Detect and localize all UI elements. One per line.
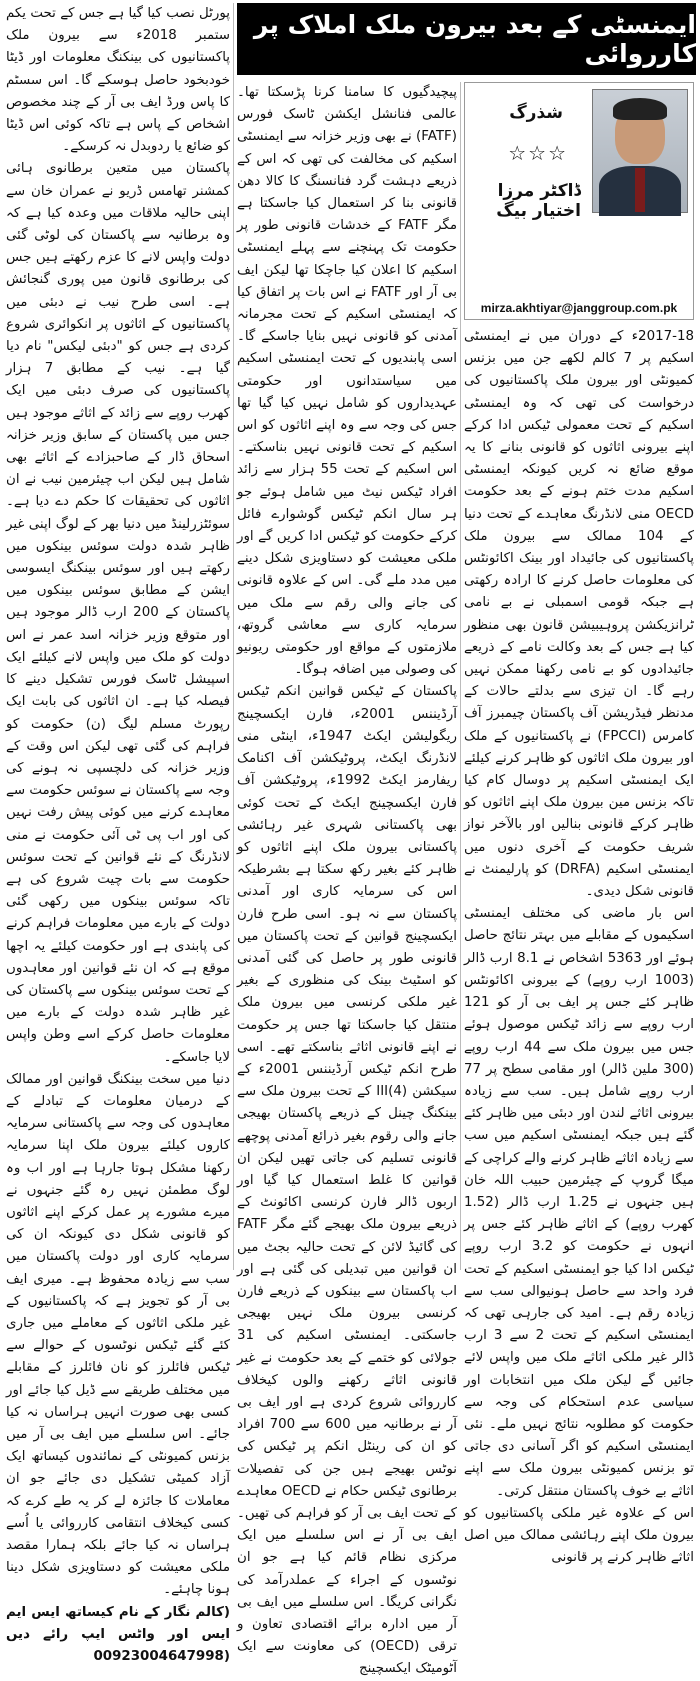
contact-text: (کالم نگار کے نام کیساتھ ایس ایم ایس اور واٹس ایپ رائے دیں: [6, 1604, 230, 1642]
paragraph: پاکستان کے ٹیکس قوانین انکم ٹیکس آرڈیننس 2001ء، فارن ایکسچینج ریگولیشن ایکٹ 1947ء، اینٹی منی لانڈرنگ ایکٹ، پروٹیکشن آف اکنامک ریفارمز ایکٹ 1992ء، پروٹیکشن آف فارن ایکسچینج ایکٹ کے تحت کوئی بھی پاکستانی شہری غیر رہائشی پاکستانی بیرون ملک اپنے اثاثوں کو ظاہر کئے بغیر رکھ سکتا ہے بشرطیکہ اس کی سرمایہ کاری اور آمدنی پاکستان سے نہ ہو۔ اسی طرح فارن ایکسچینج قوانین کے تحت پاکستان میں قانونی طور پر حاصل کی گئی آمدنی کو اسٹیٹ بینک کی منظوری کے بغیر غیر ملکی کرنسی میں بیرون ملک منتقل کیا جاسکتا تھا جس پر حکومت نے اپنے قانونی اثاثے بناسکتے تھے۔ اسی طرح انکم ٹیکس آرڈیننس 2001ء کے سیکشن III(4) کے تحت بیرون ملک سے بینکنگ چینل کے ذریعے پاکستان بھیجی جانے والی رقوم بغیر ذرائع آمدنی پوچھے قانونی تسلیم کی جاتی تھیں لیکن ان قوانین کا غلط استعمال کیا گیا اور اربوں ڈالر فارن کرنسی اکائونٹ کے ذریعے بیرون ملک بھیجے گئے مگر FATF کی گائیڈ لائن کے تحت حالیہ بجٹ میں ان قوانین میں تبدیلی کی گئی ہے اور اب پاکستان سے بینکوں کے ذریعے فارن کرنسی بیرون ملک نہیں بھیجی جاسکتی۔ ایمنسٹی اسکیم کی 31 جولائی کو ختمے کے بعد حکومت نے غیر قانونی اثاثے رکھنے والوں کیخلاف کارروائی شروع کردی ہے اور ایف بی آر نے برطانیہ میں 600 سے 700 افراد کو ان کی رینٹل انکم پر ٹیکس کی نوٹس بھیجے ہیں جن کی تفصیلات برطانوی ٹیکس حکام نے OECD معاہدے کے تحت ایف بی آر کو فراہم کی تھیں۔ ایف بی آر نے اس سلسلے میں ایک مرکزی نظام قائم کیا ہے جو ان نوٹسوں کے اجراء کے عملدرآمد کی نگرانی کریگا۔ اس سلسلے میں ایف بی آر میں ادارہ برائے اقتصادی تعاون و ترقی (OECD) کی معاونت سے ایک آٹومیٹک ایکسچینج: [237, 684, 457, 1677]
columnist-contact-note: [6, 1602, 230, 1669]
author-email: mirza.akhtiyar@janggroup.com.pk: [480, 301, 678, 315]
column-divider: [460, 82, 461, 1270]
article-column-middle: [237, 82, 458, 1677]
paragraph: اس بار ماضی کی مختلف ایمنسٹی اسکیموں کے مقابلے میں بہتر نتائج حاصل ہوئے اور 5363 اشخاص نے 8.1 ارب ڈالر (1003 ارب روپے) کے بیرونی اکائونٹس ظاہر کئے جس پر ایف بی آر کو 121 ارب روپے سے زائد ٹیکس موصول ہوئے جس میں بیرون ملک سے 44 ارب روپے (300 ملین ڈالر) اور مقامی سطح پر 77 ارب روپے شامل ہیں۔ سب سے زیادہ بیرونی اثاثے لندن اور دبئی میں ظاہر کئے گئے ہیں جبکہ ایمنسٹی اسکیم میں سب سے زیادہ اثاثے ظاہر کرنے والے کراچی کے میگا گروپ کے چیئرمین حبیب اللہ خان ہیں جنہوں نے 1.25 ارب ڈالر (1.52 کھرب روپے) کے اثاثے ظاہر کئے جس پر انہوں نے حکومت کو 3.2 ارب روپے ٹیکس ادا کیا جو ایمنسٹی اسکیم کے تحت فرد واحد سے حاصل ہونیوالی سب سے زیادہ رقم ہے۔ امید کی جارہی تھی کہ ایمنسٹی اسکیم کے تحت 2 سے 3 ارب ڈالر غیر ملکی اثاثے ملک میں واپس لائے جائیں گے لیکن ملک میں انتخابات اور سیاسی عدم استحکام کی وجہ سے حکومت کو مطلوبہ نتائج نہیں ملے۔ نئی ایمنسٹی اسکیم کو اگر آسانی دی جاتی تو بزنس کمیونٹی بیرون ملک سے اپنے اثاثے بے خوف پاکستان منتقل کرتی۔: [464, 906, 694, 1499]
article-headline: ایمنسٹی کے بعد بیرون ملک املاک پر کارروائی: [237, 3, 696, 75]
stars-icon: ☆☆☆: [508, 141, 568, 165]
byline-box: [464, 82, 694, 320]
paragraph: 2017-18ء کے دوران میں نے ایمنسٹی اسکیم پر 7 کالم لکھے جن میں بزنس کمیونٹی اور بیرون ملک پاکستانیوں کی درخواست کی تھی کہ وہ ایمنسٹی اسکیم کے تحت معمولی ٹیکس ادا کرکے اپنے بیرونی اثاثوں کو قانونی بنانے کا یہ موقع ضائع نہ کریں کیونکہ ایمنسٹی اسکیم مدت ختم ہونے کے بعد حکومت OECD منی لانڈرنگ معاہدے کے تحت دنیا کے 104 ممالک سے بیرون ملک پاکستانیوں کی جائیداد اور بینک اکائونٹس کی معلومات حاصل کرنے کا ارادہ رکھتی ہے جبکہ قومی اسمبلی نے بے نامی ٹرانزیکشن پروہیبیشن قانون بھی منظور کیا ہے جس کے بعد وکالت نامے کے ذریعے جائیدادوں کو بے نامی رکھنا ممکن نہیں رہے گا۔ ان تیزی سے بدلتے حالات کے مدنظر فیڈریشن آف پاکستان چیمبرز آف کامرس (FPCCI) نے پاکستانیوں کے ملک اور بیرون ملک اثاثوں کو ظاہر کرنے کیلئے ایک ایمنسٹی اسکیم پر دوسال کام کیا تاکہ بزنس مین بیرون ملک اپنے اثاثوں کو ظاہر کرکے قانونی بنالیں اور بالآخر نواز شریف حکومت کے آخری دنوں میں ایمنسٹی اسکیم (DRFA) کو پارلیمنٹ نے قانونی شکل دیدی۔: [464, 329, 695, 900]
contact-phone: 00923004647998): [93, 1649, 230, 1665]
column-divider: [233, 3, 234, 1270]
paragraph: اس کے علاوہ غیر ملکی پاکستانیوں کو بیرون ملک اپنے رہائشی ممالک میں اصل اثاثے ظاہر کرنے پر قانونی: [464, 1505, 694, 1566]
article-column-left: [6, 3, 230, 1665]
paragraph: پورٹل نصب کیا گیا ہے جس کے تحت یکم ستمبر 2018ء سے بیرون ملک پاکستانیوں کی بینکنگ معلومات اور ڈیٹا خودبخود حاصل ہوسکے گا۔ اس سسٹم کا پاس ورڈ ایف بی آر کے چند مخصوص اشخاص کے پاس ہے تاکہ کوئی اس ڈیٹا کو ضائع یا ردوبدل نہ کرسکے۔: [6, 6, 230, 155]
column-label: شذرگ: [509, 103, 563, 123]
paragraph: پیچیدگیوں کا سامنا کرنا پڑسکتا تھا۔ عالمی فنانشل ایکشن ٹاسک فورس (FATF) نے بھی وزیر خزانہ سے ایمنسٹی اسکیم کی مخالفت کی تھی کہ اس کے ذریعے دہشت گرد فنانسنگ کا کالا دھن قانونی بنا کر استعمال کیا جاسکتا ہے مگر FATF کے خدشات قانونی طور پر حکومت تک پہنچنے سے پہلے ایمنسٹی اسکیم کا اعلان کیا جاچکا تھا لیکن ایف بی آر اور FATF نے اس بات پر اتفاق کیا کہ ایمنسٹی اسکیم کے تحت مجرمانہ آمدنی کو قانونی نہیں بنایا جاسکے گا۔ اسی پابندیوں کے تحت ایمنسٹی اسکیم میں سیاستدانوں اور حکومتی عہدیداروں کو شامل نہیں کیا گیا تھا جس کی وجہ سے وہ اپنے اثاثوں کو اس اسکیم کے تحت قانونی نہیں بناسکتے۔ اس اسکیم کے تحت 55 ہزار سے زائد افراد ٹیکس نیٹ میں شامل ہوئے جو ہر سال انکم ٹیکس گوشوارے فائل کرکے حکومت کو ٹیکس ادا کریں گے اور ملکی معیشت کو دستاویزی شکل دینے میں مدد ملے گی۔ اس کے علاوہ قانونی کی جانے والی رقم سے ملک میں سرمایہ کاری سے معاشی گروتھ، ملازمتوں کے مواقع اور حکومتی ریونیو کی وصولی میں اضافہ ہوگا۔: [237, 85, 458, 678]
article-column-right: [464, 326, 695, 1566]
author-photo: [592, 89, 688, 213]
paragraph: پاکستان میں متعین برطانوی ہائی کمشنر تھامس ڈریو نے عمران خان سے اپنی حالیہ ملاقات میں وعدہ کیا ہے کہ وہ برطانیہ سے پاکستان کی لوٹی گئی دولت واپس لانے کا عزم رکھتے ہیں جس کی برطانوی قانون میں پوری گنجائش ہے۔ اسی طرح نیب نے دبئی میں پاکستانیوں کے اثاثوں پر انکوائری شروع کردی ہے جس کو "دبئی لیکس" نام دیا گیا ہے۔ نیب کے مطابق 7 ہزار پاکستانیوں کی صرف دبئی میں ایک کھرب روپے سے زائد کے اثاثے موجود ہیں جس میں پاکستان کے سابق وزیر خزانہ اسحاق ڈار کے صاحبزادے کے اثاثے بھی شامل ہیں لیکن اب چیئرمین نیب نے ان اثاثوں کی تحقیقات کا حکم دے دیا ہے۔ سوئٹزرلینڈ میں دنیا بھر کے لوگ اپنی غیر ظاہر شدہ دولت سوئس بینکوں میں رکھتے ہیں اور سوئس بینکنگ ایسوسی ایشن کے مطابق سوئس بینکوں میں پاکستان کے 200 ارب ڈالر موجود ہیں اور متوقع وزیر خزانہ اسد عمر نے اس دولت کو ملک میں واپس لانے کیلئے ایک اسپیشل ٹاسک فورس تشکیل دینے کا فیصلہ کیا ہے۔ ان اثاثوں کی بابت ایک رپورٹ مسلم لیگ (ن) حکومت کو فراہم کی گئی تھی لیکن اس وقت کے وزیر خزانہ کی دلچسپی نہ ہونے کی وجہ سے پاکستان نے سوئس حکومت سے معاہدے کرنے میں کوئی پیش رفت نہیں کی اور اب پی ٹی آئی حکومت نے منی لانڈرنگ کے نئے قوانین کے تحت سوئس حکومت سے بات چیت شروع کی ہے تاکہ سوئس بینکوں میں رکھی گئی دولت کے بارے میں معلومات فراہم کرنے کی پابندی ہے اور حکومت کیلئے یہ اچھا موقع ہے کہ ان نئے قوانین اور معاہدوں کے تحت سوئس بینکوں سے پاکستان کی غیر ظاہر شدہ دولت کے بارے میں معلومات حاصل کرکے اسے وطن واپس لایا جاسکے۔: [6, 161, 230, 1065]
paragraph: دنیا میں سخت بینکنگ قوانین اور ممالک کے درمیان معلومات کے تبادلے کے معاہدوں کی وجہ سے پاکستانی سرمایہ کاروں کیلئے بیرون ملک اپنا سرمایہ رکھنا مشکل ہوتا جارہا ہے اور اب وہ لوگ مطمئن نہیں رہ گئے جنہوں نے میرے مشورے پر عمل کرکے اپنے اثاثوں کو قانونی شکل دی کیونکہ ان کی سرمایہ کاری اور دولت پاکستان میں سب سے زیادہ محفوظ ہے۔ میری ایف بی آر کو تجویز ہے کہ پاکستانیوں کے غیر ملکی اثاثوں کے معاملے میں جاری کئے گئے ٹیکس نوٹسوں کے حوالے سے ٹیکس فائلرز کو نان فائلرز کے مقابلے میں مختلف طریقے سے ڈیل کیا جائے اور کسی بھی صورت انہیں ہراساں نہ کیا جائے۔ اس سلسلے میں ایف بی آر میں بزنس کمیونٹی کے نمائندوں کیساتھ ایک آزاد کمیٹی تشکیل دی جائے جو ان معاملات کا جائزہ لے کر یہ طے کرے کہ کسی کیخلاف انتقامی کارروائی یا اُسے ہراساں نہ کیا جائے بلکہ ہمارا مقصد ملکی معیشت کو دستاویزی شکل دینا ہونا چاہئے۔: [6, 1071, 230, 1598]
author-name: ڈاکٹر مرزا اختیار بیگ: [496, 181, 581, 221]
